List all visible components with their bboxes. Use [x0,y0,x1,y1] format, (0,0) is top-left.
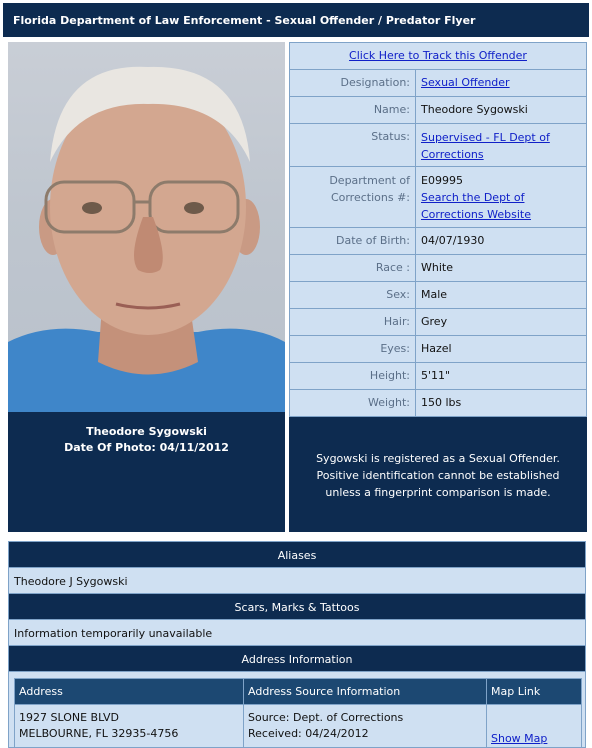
offender-portrait-image [8,42,285,412]
eyes-value: Hazel [416,336,587,363]
scars-heading: Scars, Marks & Tattoos [9,594,585,620]
photo-date-value: 04/11/2012 [159,441,229,454]
race-value: White [416,255,587,282]
dob-value: 04/07/1930 [416,228,587,255]
map-link-column-header: Map Link [487,679,582,705]
offender-info-table [289,42,587,417]
photo-caption [8,412,285,532]
offender-photo [8,42,285,412]
show-map-link[interactable]: Show Map [491,732,548,745]
details-panel [8,541,586,748]
address-received: Received: 04/24/2012 [248,727,369,740]
height-label: Height: [290,363,416,390]
scars-value: Information temporarily unavailable [9,620,585,646]
search-doc-website-link[interactable]: Search the Dept of Corrections Website [421,191,531,221]
weight-label: Weight: [290,390,416,417]
address-line2: MELBOURNE, FL 32935-4756 [19,727,179,740]
doc-number-value: E09995 [421,174,463,187]
aliases-heading: Aliases [9,542,585,568]
address-table [14,678,582,748]
address-line1: 1927 SLONE BLVD [19,711,120,724]
name-label: Name: [290,97,416,124]
address-source-column-header: Address Source Information [244,679,487,705]
photo-name: Theodore Sygowski [86,425,207,438]
sex-value: Male [416,282,587,309]
track-offender-link[interactable]: Click Here to Track this Offender [349,49,527,62]
designation-label: Designation: [290,70,416,97]
name-value: Theodore Sygowski [416,97,587,124]
table-row [15,705,582,748]
address-heading: Address Information [9,646,585,672]
race-label: Race : [290,255,416,282]
dob-label: Date of Birth: [290,228,416,255]
status-label: Status: [290,124,416,167]
designation-link[interactable]: Sexual Offender [421,76,510,89]
hair-label: Hair: [290,309,416,336]
height-value: 5'11" [416,363,587,390]
photo-date-label: Date Of Photo: [64,441,156,454]
hair-value: Grey [416,309,587,336]
doc-number-label: Department of Corrections #: [290,167,416,228]
address-source: Source: Dept. of Corrections [248,711,404,724]
photo-date [8,440,285,456]
sex-label: Sex: [290,282,416,309]
weight-value: 150 lbs [416,390,587,417]
alias-value: Theodore J Sygowski [9,568,585,594]
status-link[interactable]: Supervised - FL Dept of Corrections [421,131,550,161]
identification-notice: Sygowski is registered as a Sexual Offender. Positive identification cannot be established unless a fingerprint comparison is made. [289,417,587,532]
address-column-header: Address [15,679,244,705]
page-title: Florida Department of Law Enforcement - Sexual Offender / Predator Flyer [3,3,589,37]
eyes-label: Eyes: [290,336,416,363]
